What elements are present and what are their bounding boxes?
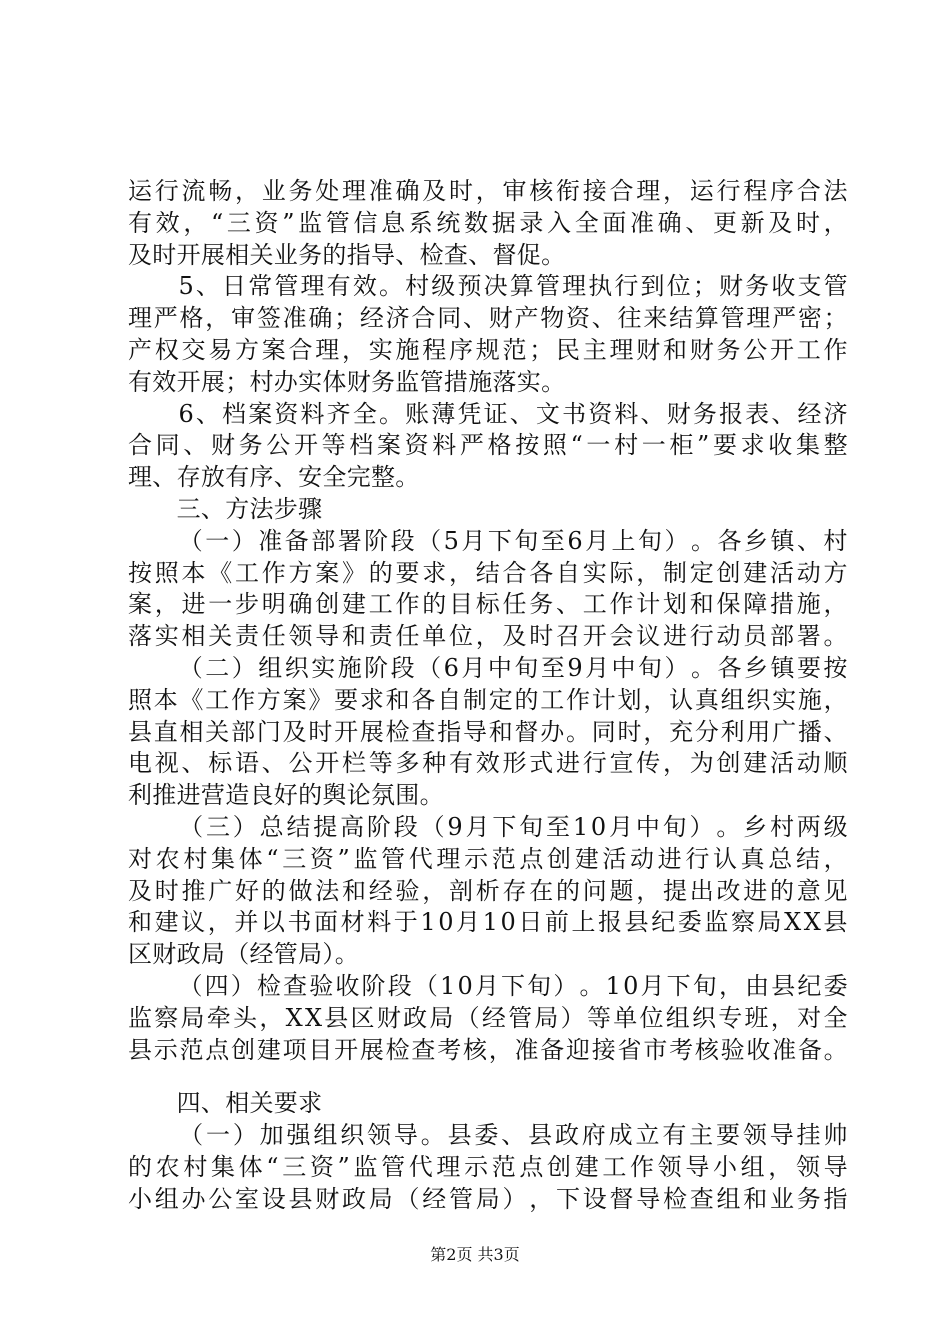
- text-line: 对 农 村 集 体 “ 三 资 ” 监 管 代 理 示 范 点 创 建 活 动 进 行 认 真 总 结 ，: [128, 844, 848, 873]
- text-line: （ 三 ） 总 结 提 高 阶 段 （ 9 月 下 旬 至 1 0 月 中 旬 ） 。 乡 村 两 级: [179, 812, 848, 841]
- text-line: 案 ， 进 一 步 明 确 创 建 工 作 的 目 标 任 务 、 工 作 计 划 和 保 障 措 施 ，: [128, 590, 848, 619]
- text-line: 利推进营造良好的舆论氛围。: [128, 781, 444, 810]
- text-line: 6 、 档 案 资 料 齐 全 。 账 薄 凭 证 、 文 书 资 料 、 财 务 报 表 、 经 济: [178, 399, 848, 428]
- text-line: 照 本 《 工 作 方 案 》 要 求 和 各 自 制 定 的 工 作 计 划 ， 认 真 组 织 实 施 ，: [128, 685, 848, 714]
- text-line: 县 示 范 点 创 建 项 目 开 展 检 查 考 核 ， 准 备 迎 接 省 市 考 核 验 收 准 备 。: [128, 1035, 848, 1064]
- document-body: [128, 176, 848, 1216]
- text-line: 县 直 相 关 部 门 及 时 开 展 检 查 指 导 和 督 办 。 同 时 ， 充 分 利 用 广 播 、: [128, 717, 848, 746]
- text-line: 和 建 议 ， 并 以 书 面 材 料 于 1 0 月 1 0 日 前 上 报 县 纪 委 监 察 局 X X 县: [128, 908, 848, 937]
- text-line: 运 行 流 畅 ， 业 务 处 理 准 确 及 时 ， 审 核 衔 接 合 理 ， 运 行 程 序 合 法: [128, 177, 848, 205]
- text-line: 及 时 推 广 好 的 做 法 和 经 验 ， 剖 析 存 在 的 问 题 ， 提 出 改 进 的 意 见: [128, 876, 848, 905]
- text-line: 按 照 本 《 工 作 方 案 》 的 要 求 ， 结 合 各 自 实 际 ， 制 定 创 建 活 动 方: [128, 558, 848, 587]
- text-line: 理、存放有序、安全完整。: [128, 463, 420, 492]
- text-line: （ 一 ） 准 备 部 署 阶 段 （ 5 月 下 旬 至 6 月 上 旬 ） 。 各 乡 镇 、 村: [178, 526, 848, 555]
- text-line: 的 农 村 集 体 “ 三 资 ” 监 管 代 理 示 范 点 创 建 工 作 领 导 小 组 ， 领 导: [128, 1152, 848, 1181]
- text-line: 有 效 ， “ 三 资 ” 监 管 信 息 系 统 数 据 录 入 全 面 准 确 、 更 新 及 时 ，: [128, 208, 848, 237]
- text-line: 四、相关要求: [128, 1089, 323, 1118]
- text-line: 区财政局（经管局）。: [128, 940, 359, 969]
- text-line: 理 严 格 ， 审 签 准 确 ； 经 济 合 同 、 财 产 物 资 、 往 来 结 算 管 理 严 密 ；: [128, 304, 848, 333]
- text-line: 及时开展相关业务的指导、检查、督促。: [128, 240, 566, 269]
- text-line: 合 同 、 财 务 公 开 等 档 案 资 料 严 格 按 照 “ 一 村 一 柜 ” 要 求 收 集 整: [128, 431, 848, 460]
- text-line: 5 、 日 常 管 理 有 效 。 村 级 预 决 算 管 理 执 行 到 位 ； 财 务 收 支 管: [178, 272, 848, 301]
- text-line: 落 实 相 关 责 任 领 导 和 责 任 单 位 ， 及 时 召 开 会 议 进 行 动 员 部 署 。: [128, 622, 848, 651]
- text-line: 电 视 、 标 语 、 公 开 栏 等 多 种 有 效 形 式 进 行 宣 传 ， 为 创 建 活 动 顺: [128, 749, 848, 778]
- text-line: 三、方法步骤: [128, 494, 323, 523]
- text-line: （ 一 ） 加 强 组 织 领 导 。 县 委 、 县 政 府 成 立 有 主 要 领 导 挂 帅: [179, 1121, 848, 1150]
- text-line: 有效开展；村办实体财务监管措施落实。: [128, 367, 566, 396]
- text-line: 产 权 交 易 方 案 合 理 ， 实 施 程 序 规 范 ； 民 主 理 财 和 财 务 公 开 工 作: [128, 335, 848, 364]
- page-footer: 第2页 共3页: [430, 1245, 520, 1264]
- text-line: 小 组 办 公 室 设 县 财 政 局 （ 经 管 局 ） ， 下 设 督 导 检 查 组 和 业 务 指: [128, 1184, 848, 1213]
- text-line: （ 四 ） 检 查 验 收 阶 段 （ 1 0 月 下 旬 ） 。 1 0 月 下 旬 ， 由 县 纪 委: [178, 971, 848, 1000]
- text-line: 监 察 局 牵 头 ， X X 县 区 财 政 局 （ 经 管 局 ） 等 单 位 组 织 专 班 ， 对 全: [128, 1003, 848, 1032]
- blank-line: [128, 1066, 848, 1088]
- text-line: （ 二 ） 组 织 实 施 阶 段 （ 6 月 中 旬 至 9 月 中 旬 ） 。 各 乡 镇 要 按: [178, 653, 848, 682]
